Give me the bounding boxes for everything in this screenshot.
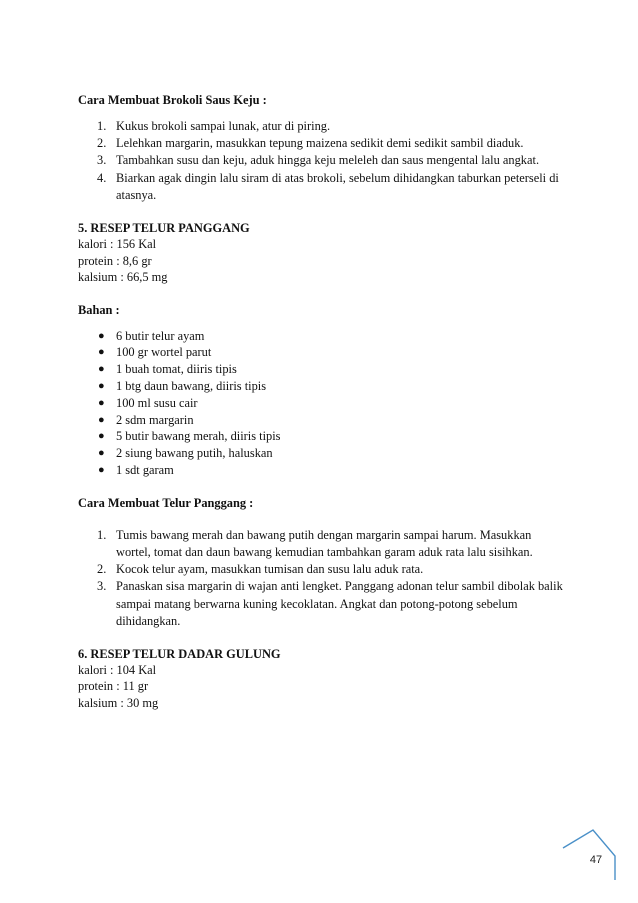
bullet-icon: ● bbox=[98, 447, 105, 460]
bahan-heading: Bahan : bbox=[78, 302, 120, 317]
list-item: ● 1 sdt garam bbox=[98, 462, 174, 477]
list-item: ● 5 butir bawang merah, diiris tipis bbox=[98, 429, 281, 444]
resep6-title: 6. RESEP TELUR DADAR GULUNG bbox=[78, 646, 281, 661]
brokoli-step: 2. Lelehkan margarin, masukkan tepung maizena sedikit demi sedikit sambil diaduk. bbox=[97, 136, 524, 151]
list-item: ● 100 gr wortel parut bbox=[98, 345, 212, 360]
resep6-kalsium: kalsium : 30 mg bbox=[78, 695, 159, 710]
brokoli-step: 4. Biarkan agak dingin lalu siram di atas brokoli, sebelum dihidangkan taburkan peterseli di atasnya. bbox=[97, 170, 559, 202]
list-item: ● 2 siung bawang putih, haluskan bbox=[98, 446, 273, 461]
brokoli-heading: Cara Membuat Brokoli Saus Keju : bbox=[78, 93, 267, 107]
brokoli-step: 1. Kukus brokoli sampai lunak, atur di piring. bbox=[97, 119, 331, 133]
brokoli-step: 3. Tambahkan susu dan keju, aduk hingga keju meleleh dan saus mengental lalu angkat. bbox=[97, 153, 540, 168]
panggang-step: 2. Kocok telur ayam, masukkan tumisan dan susu lalu aduk rata. bbox=[97, 562, 424, 577]
resep5-title: 5. RESEP TELUR PANGGANG bbox=[78, 221, 250, 236]
bullet-icon: ● bbox=[98, 329, 105, 342]
resep6-kalori: kalori : 104 Kal bbox=[78, 662, 157, 677]
panggang-step: 3. Panaskan sisa margarin di wajan anti lengket. Panggang adonan telur sambil dibolak balik sampai matang berwarna kuning kecoklatan. Angkat dan potong-potong sebelum dihidangkan. bbox=[97, 579, 563, 628]
list-item: ● 1 buah tomat, diiris tipis bbox=[98, 362, 237, 377]
panggang-steps bbox=[78, 527, 568, 630]
list-item: ● 100 ml susu cair bbox=[98, 395, 198, 410]
bullet-icon: ● bbox=[98, 463, 105, 476]
bullet-icon: ● bbox=[98, 413, 105, 426]
bullet-icon: ● bbox=[98, 430, 105, 443]
resep5-kalori: kalori : 156 Kal bbox=[78, 237, 157, 252]
list-item: ● 2 sdm margarin bbox=[98, 412, 194, 427]
resep5-kalsium: kalsium : 66,5 mg bbox=[78, 270, 168, 285]
bullet-icon: ● bbox=[98, 396, 105, 409]
document-page bbox=[78, 92, 568, 711]
list-item: ● 6 butir telur ayam bbox=[98, 328, 205, 343]
bullet-icon: ● bbox=[98, 363, 105, 376]
bahan-list bbox=[78, 328, 568, 479]
page-number: 47 bbox=[589, 854, 603, 866]
brokoli-steps bbox=[78, 118, 568, 204]
bullet-icon: ● bbox=[98, 379, 105, 392]
cara-panggang-heading: Cara Membuat Telur Panggang : bbox=[78, 495, 254, 510]
resep6-protein: protein : 11 gr bbox=[78, 679, 149, 694]
panggang-step: 1. Tumis bawang merah dan bawang putih dengan margarin sampai harum. Masukkan wortel, tomat dan daun bawang kemudian tambahkan garam aduk rata lalu sisihkan. bbox=[97, 527, 533, 559]
list-item: ● 1 btg daun bawang, diiris tipis bbox=[98, 378, 267, 393]
resep5-protein: protein : 8,6 gr bbox=[78, 253, 152, 268]
bullet-icon: ● bbox=[98, 346, 105, 359]
